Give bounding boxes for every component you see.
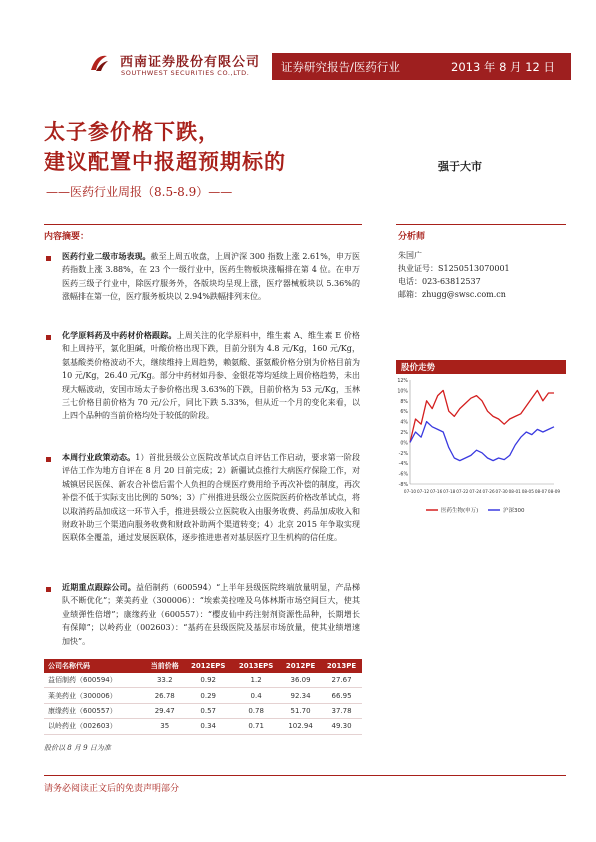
y-tick-label: -6% xyxy=(398,472,408,478)
x-tick-label: 08-07 xyxy=(534,489,547,494)
x-tick-label: 07-22 xyxy=(456,489,469,494)
bullet-icon xyxy=(46,256,51,261)
table-row xyxy=(44,719,362,734)
paragraph-lead: 医药行业二级市场表现。 xyxy=(62,251,151,261)
report-title-line1: 太子参价格下跌， xyxy=(44,119,220,144)
y-tick-label: 2% xyxy=(400,431,408,436)
y-tick-label: -2% xyxy=(398,451,408,457)
table-cell: 益佰制药（600594） xyxy=(44,673,145,688)
bullet-icon xyxy=(46,587,51,592)
report-category: 证券研究报告/医药行业 xyxy=(281,60,400,74)
paragraph-body: 上周关注的化学原料中，维生素 A、维生素 E 价格和上周持平，氯化胆碱，叶酸价格出现下跌，目前分别为 4.8 元/Kg，160 元/Kg，氨基酸类价格波动不大，继续维持上周趋势，赖氨酸、蛋氨酸价格分别为价格目前为 10 元/Kg，26.40 元/Kg。部分中药材如丹参、金银花等均延续上周价格趋势，未出现大幅波动，安国市场太子参价格出现 3.63%的下跌，目前价格为 53 元/Kg，玉林三七价格目前价格为 70 元/公斤，同比下跌 5.33%，但从近一个月的变化来看，以上四个品种的当前价格均处于较低的阶段。 xyxy=(62,331,361,421)
analyst-divider xyxy=(396,224,566,225)
chart-title: 股价走势 xyxy=(401,363,436,373)
paragraph-body: 截至上周五收盘，上周沪深 300 指数上涨 2.61%，申万医药指数上涨 3.88%，在 23 个一级行业中，医药生物板块涨幅排在第 4 位。在申万医药三级子行业中，除医疗服务外，各版块均呈现上涨，医疗器械板块以 5.36%的涨幅排在第一位，医疗服务板块以 2.94%跌幅排列末位。 xyxy=(62,252,360,302)
table-header-cell: 2012EPS xyxy=(184,659,232,673)
table-cell: 0.78 xyxy=(232,703,280,718)
x-tick-label: 08-09 xyxy=(547,489,561,494)
policy-paragraph xyxy=(62,451,360,545)
table-cell: 1.2 xyxy=(232,673,280,688)
table-cell: 0.57 xyxy=(184,703,232,718)
table-cell: 33.2 xyxy=(145,673,184,688)
table-cell: 0.4 xyxy=(232,688,280,703)
y-tick-label: 0% xyxy=(400,441,408,447)
analyst-email[interactable]: 邮箱：zhugg@swsc.com.cn xyxy=(398,290,506,299)
series-line xyxy=(410,422,554,461)
table-cell: 37.78 xyxy=(321,703,362,718)
paragraph-body: 1）首批县级公立医院改革试点自评估工作启动，要求第一阶段评估工作为地方自评在 8 月 20 日前完成；2）新疆试点推行大病医疗保险工作，对城镇居民医保、新农合补偿后需个人负担的合规医疗费用给予再次补偿的制度，再次补偿不低于实际支出比例的 50%；3）广州推进县级公立医院医药价格改革试点，将以取消药品加成这一环节入手，推进县级公立医院收入由服务收费、药品加成收入和财政补助三个渠道向服务收费和财政补助两个渠道转变；4）北京 2015 年争取实现医联体全覆盖，通过发展医联体，逐步推进患者对基层医疗卫生机构的信任度。 xyxy=(62,453,361,543)
table-cell: 92.34 xyxy=(280,688,321,703)
table-cell: 35 xyxy=(145,719,184,734)
report-subtitle: ——医药行业周报（8.5-8.9）—— xyxy=(46,185,233,199)
x-tick-label: 08-01 xyxy=(508,489,521,494)
paragraph-lead: 近期重点跟踪公司。 xyxy=(62,582,137,592)
chart-title-bar xyxy=(396,360,566,374)
paragraph-lead: 化学原料药及中药材价格跟踪。 xyxy=(62,330,177,340)
y-tick-label: 4% xyxy=(400,420,408,426)
company-name-en: SOUTHWEST SECURITIES CO.,LTD. xyxy=(121,69,250,77)
x-tick-label: 07-24 xyxy=(469,489,482,494)
legend-label: 医药生物(申万) xyxy=(441,508,479,514)
x-tick-label: 07-30 xyxy=(495,489,508,494)
disclaimer-footer[interactable]: 请务必阅读正文后的免责声明部分 xyxy=(44,784,180,794)
table-cell: 51.70 xyxy=(280,703,321,718)
company-logo-icon xyxy=(88,52,110,74)
x-tick-label: 07-26 xyxy=(482,489,495,494)
company-name-cn: 西南证券股份有限公司 xyxy=(120,55,261,70)
bullet-icon xyxy=(46,335,51,340)
x-tick-label: 07-18 xyxy=(443,489,456,494)
table-header-cell: 2013PE xyxy=(321,659,362,673)
table-row xyxy=(44,673,362,688)
x-tick-label: 07-12 xyxy=(417,489,430,494)
table-cell: 66.95 xyxy=(321,688,362,703)
summary-divider xyxy=(44,224,362,225)
table-note: 股价以 8 月 9 日为准 xyxy=(44,744,111,752)
summary-heading: 内容摘要： xyxy=(44,232,90,242)
table-cell: 0.71 xyxy=(232,719,280,734)
report-title-line2: 建议配置中报超预期标的 xyxy=(44,149,286,174)
x-tick-label: 08-05 xyxy=(521,489,534,494)
legend-label: 沪深300 xyxy=(503,508,525,514)
table-cell: 27.67 xyxy=(321,673,362,688)
price-tracking-paragraph xyxy=(62,329,360,423)
paragraph-body: 益佰制药（600594）“上半年县级医院终端放量明显，产品梯队不断优化”；莱美药业（300006）：“埃索美拉唑及乌体林斯市场空间巨大，使其业绩弹性倍增”；康缘药业（600557）：“樱皮仙中药注射剂资源性品种，长期增长有保障”；以岭药业（002603）：“基药在县级医院及基层市场放量，使其业绩增速加快”。 xyxy=(62,583,360,646)
analyst-cert: 执业证号：S1250513070001 xyxy=(398,264,510,273)
stock-trend-chart xyxy=(396,374,568,522)
x-tick-label: 07-16 xyxy=(430,489,443,494)
y-tick-label: 12% xyxy=(397,379,408,384)
table-cell: 以岭药业（002603） xyxy=(44,719,145,734)
table-header-cell: 2013EPS xyxy=(232,659,280,673)
table-cell: 莱美药业（300006） xyxy=(44,688,145,703)
y-tick-label: -4% xyxy=(398,462,408,468)
analyst-heading: 分析师 xyxy=(398,232,426,242)
industry-rating: 强于大市 xyxy=(438,160,482,173)
table-cell: 0.34 xyxy=(184,719,232,734)
table-header-cell: 2012PE xyxy=(280,659,321,673)
company-valuation-table xyxy=(44,659,362,735)
bullet-icon xyxy=(46,457,51,462)
table-cell: 49.30 xyxy=(321,719,362,734)
table-header-cell: 公司名称代码 xyxy=(44,659,145,673)
footer-divider xyxy=(44,775,566,776)
market-performance-paragraph xyxy=(62,250,360,304)
y-tick-label: 10% xyxy=(397,389,408,395)
y-tick-label: 6% xyxy=(400,410,408,416)
table-row xyxy=(44,688,362,703)
table-cell: 29.47 xyxy=(145,703,184,718)
table-cell: 0.29 xyxy=(184,688,232,703)
table-body xyxy=(44,673,362,734)
table-cell: 36.09 xyxy=(280,673,321,688)
table-cell: 康缘药业（600557） xyxy=(44,703,145,718)
report-date: 2013 年 8 月 12 日 xyxy=(451,60,555,74)
y-tick-label: 8% xyxy=(400,399,408,405)
paragraph-lead: 本周行业政策动态。 xyxy=(62,452,136,462)
y-tick-label: -8% xyxy=(398,483,408,488)
table-cell: 102.94 xyxy=(280,719,321,734)
x-tick-label: 07-10 xyxy=(403,489,417,494)
analyst-name: 朱国广 xyxy=(398,251,422,260)
header-bar xyxy=(272,53,571,80)
tracking-companies-paragraph xyxy=(62,581,360,648)
table-cell: 0.92 xyxy=(184,673,232,688)
table-cell: 26.78 xyxy=(145,688,184,703)
table-row xyxy=(44,703,362,718)
analyst-phone: 电话：023-63812537 xyxy=(398,277,481,286)
table-header-cell: 当前价格 xyxy=(145,659,184,673)
table-header-row xyxy=(44,659,362,673)
